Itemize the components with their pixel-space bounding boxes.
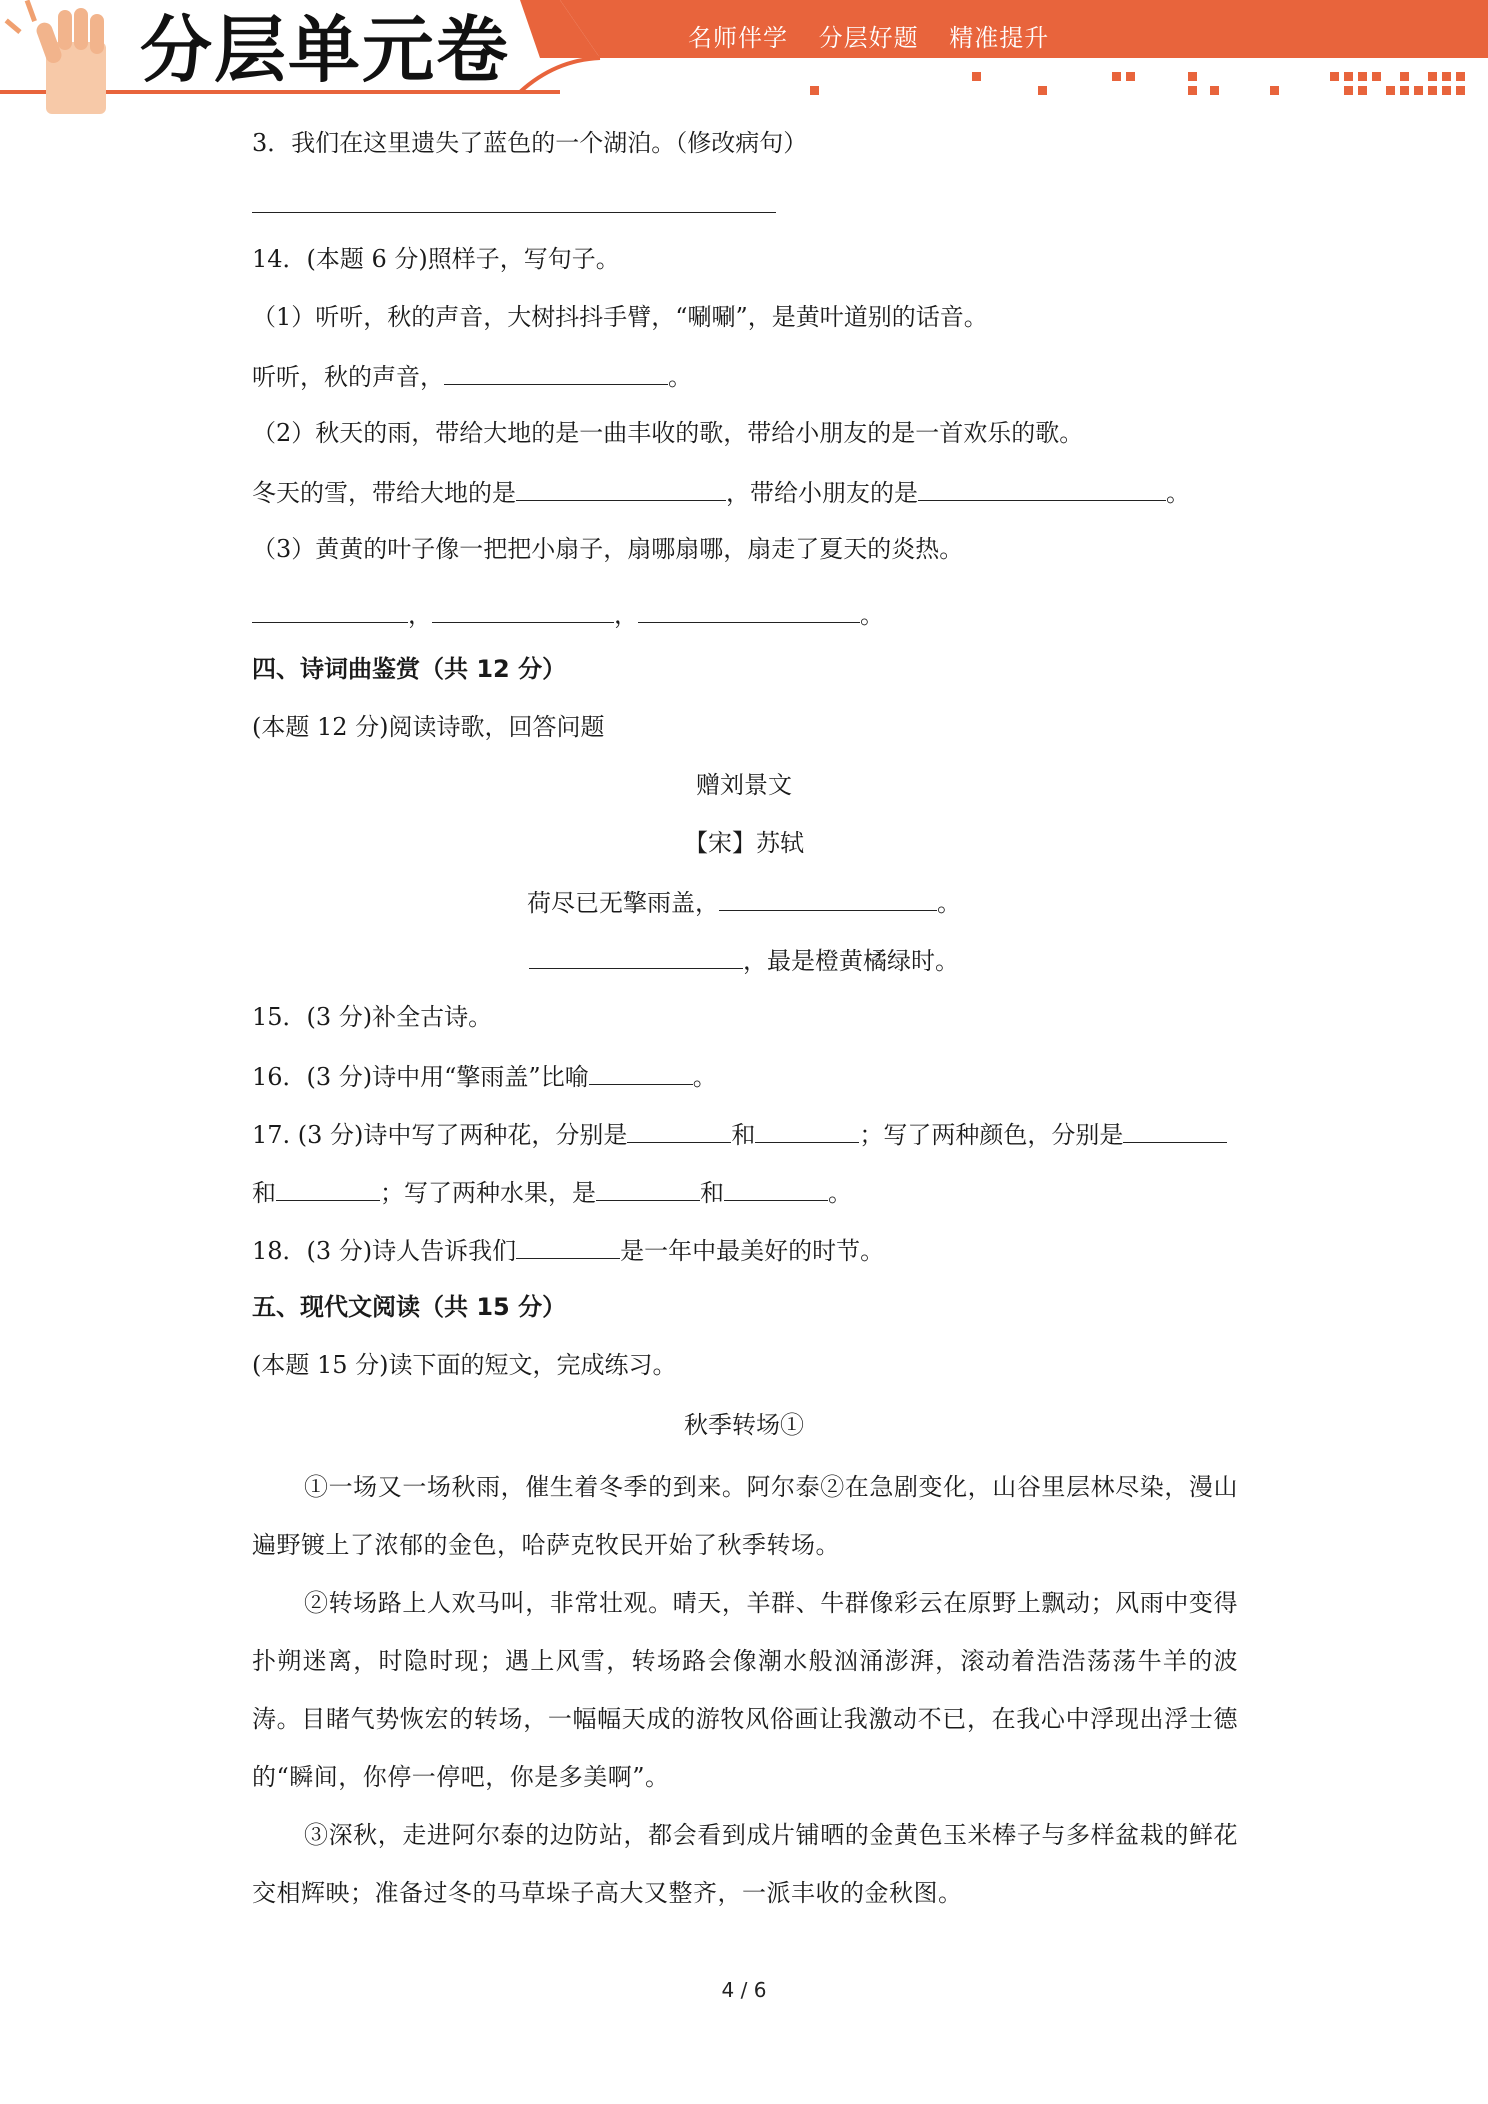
poem-line-2 (0, 942, 1488, 978)
prompt-text: 是一年中最美好的时节。 (620, 1237, 885, 1265)
answer-blank[interactable] (432, 596, 614, 623)
answer-blank[interactable] (719, 884, 937, 911)
answer-blank[interactable] (276, 1174, 380, 1201)
question-14-3: （3）黄黄的叶子像一把把小扇子，扇哪扇哪，扇走了夏天的炎热。 (252, 535, 964, 563)
poem-text: 。 (937, 889, 961, 917)
answer-blank[interactable] (1123, 1116, 1227, 1143)
question-17-cont (252, 1174, 852, 1210)
page-number: 4 / 6 (721, 1978, 767, 2002)
question-14-1-fill (252, 358, 692, 394)
prompt-text: ；写了两种颜色，分别是 (859, 1121, 1124, 1149)
essay-paragraph: ③深秋，走进阿尔泰的边防站，都会看到成片铺晒的金黄色玉米棒子与多样盆栽的鲜花交相辉映；准备过冬的马草垛子高大又整齐，一派丰收的金秋图。 (252, 1821, 1238, 1907)
question-14-3-fill (252, 596, 884, 632)
answer-blank[interactable] (755, 1116, 859, 1143)
poem-author: 【宋】苏轼 (684, 829, 804, 857)
answer-line (252, 186, 776, 222)
poem-text: 荷尽已无擎雨盖， (527, 889, 719, 917)
header-title: 分层单元卷 (140, 8, 511, 92)
page-header (0, 0, 1488, 120)
answer-blank[interactable] (529, 942, 743, 969)
section-heading: 四、诗词曲鉴赏（共 12 分） (252, 655, 567, 683)
answer-blank[interactable] (252, 596, 408, 623)
question-18 (252, 1232, 884, 1268)
poem-title: 赠刘景文 (696, 771, 792, 799)
slogan-item: 名师伴学 (688, 24, 788, 52)
question-15: 15．(3 分)补全古诗。 (252, 1003, 493, 1031)
prompt-text: 。 (828, 1179, 852, 1207)
prompt-text: 18．(3 分)诗人告诉我们 (252, 1237, 517, 1265)
answer-blank[interactable] (252, 186, 776, 213)
prompt-text: 。 (692, 1063, 717, 1091)
prompt-text: ， (614, 601, 638, 629)
pixel-decoration (810, 72, 1465, 95)
prompt-text: 和 (252, 1179, 276, 1207)
question-14-2: （2）秋天的雨，带给大地的是一曲丰收的歌，带给小朋友的是一首欢乐的歌。 (252, 419, 1084, 447)
section-intro: (本题 15 分)读下面的短文，完成练习。 (252, 1351, 677, 1379)
prompt-text: 。 (1166, 479, 1190, 507)
essay-title: 秋季转场① (684, 1411, 804, 1439)
prompt-text: ，带给小朋友的是 (726, 479, 918, 507)
question-3: 3．我们在这里遗失了蓝色的一个湖泊。（修改病句） (252, 129, 808, 157)
answer-blank[interactable] (516, 1232, 620, 1259)
prompt-text: 。 (668, 363, 692, 391)
answer-blank[interactable] (589, 1058, 693, 1085)
answer-blank[interactable] (444, 358, 668, 385)
poem-line-1 (0, 884, 1488, 920)
section-intro: (本题 12 分)阅读诗歌，回答问题 (252, 713, 605, 741)
poem-text: ，最是橙黄橘绿时。 (743, 947, 959, 975)
prompt-text: ， (408, 601, 432, 629)
prompt-text: 和 (700, 1179, 724, 1207)
question-17 (252, 1116, 1227, 1152)
answer-blank[interactable] (918, 474, 1166, 501)
prompt-text: 和 (731, 1121, 756, 1149)
essay-paragraph: ②转场路上人欢马叫，非常壮观。晴天，羊群、牛群像彩云在原野上飘动；风雨中变得扑朔迷离，时隐时现；遇上风雪，转场路会像潮水般汹涌澎湃，滚动着浩浩荡荡牛羊的波涛。目睹气势恢宏的转场，一幅幅天成的游牧风俗画让我激动不已，在我心中浮现出浮士德的“瞬间，你停一停吧，你是多美啊”。 (252, 1589, 1238, 1791)
prompt-text: 听听，秋的声音， (252, 363, 444, 391)
raised-fist-icon (5, 0, 106, 114)
answer-blank[interactable] (724, 1174, 828, 1201)
question-16 (252, 1058, 717, 1094)
prompt-text: 16．(3 分)诗中用“擎雨盖”比喻 (252, 1063, 589, 1091)
section-heading: 五、现代文阅读（共 15 分） (252, 1293, 567, 1321)
answer-blank[interactable] (638, 596, 860, 623)
slogan-item: 精准提升 (949, 24, 1050, 52)
question-14-2-fill (252, 474, 1190, 510)
slogan-item: 分层好题 (818, 24, 919, 52)
prompt-text: 17. (3 分)诗中写了两种花，分别是 (252, 1121, 628, 1149)
prompt-text: 。 (860, 601, 884, 629)
header-slogan (688, 16, 1071, 60)
answer-blank[interactable] (627, 1116, 731, 1143)
question-14: 14．(本题 6 分)照样子，写句子。 (252, 245, 620, 273)
answer-blank[interactable] (516, 474, 726, 501)
prompt-text: 冬天的雪，带给大地的是 (252, 479, 516, 507)
prompt-text: ；写了两种水果，是 (380, 1179, 596, 1207)
question-14-1: （1）听听，秋的声音，大树抖抖手臂，“唰唰”，是黄叶道别的话音。 (252, 303, 988, 331)
answer-blank[interactable] (596, 1174, 700, 1201)
essay-paragraph: ①一场又一场秋雨，催生着冬季的到来。阿尔泰②在急剧变化，山谷里层林尽染，漫山遍野镀上了浓郁的金色，哈萨克牧民开始了秋季转场。 (252, 1473, 1238, 1559)
